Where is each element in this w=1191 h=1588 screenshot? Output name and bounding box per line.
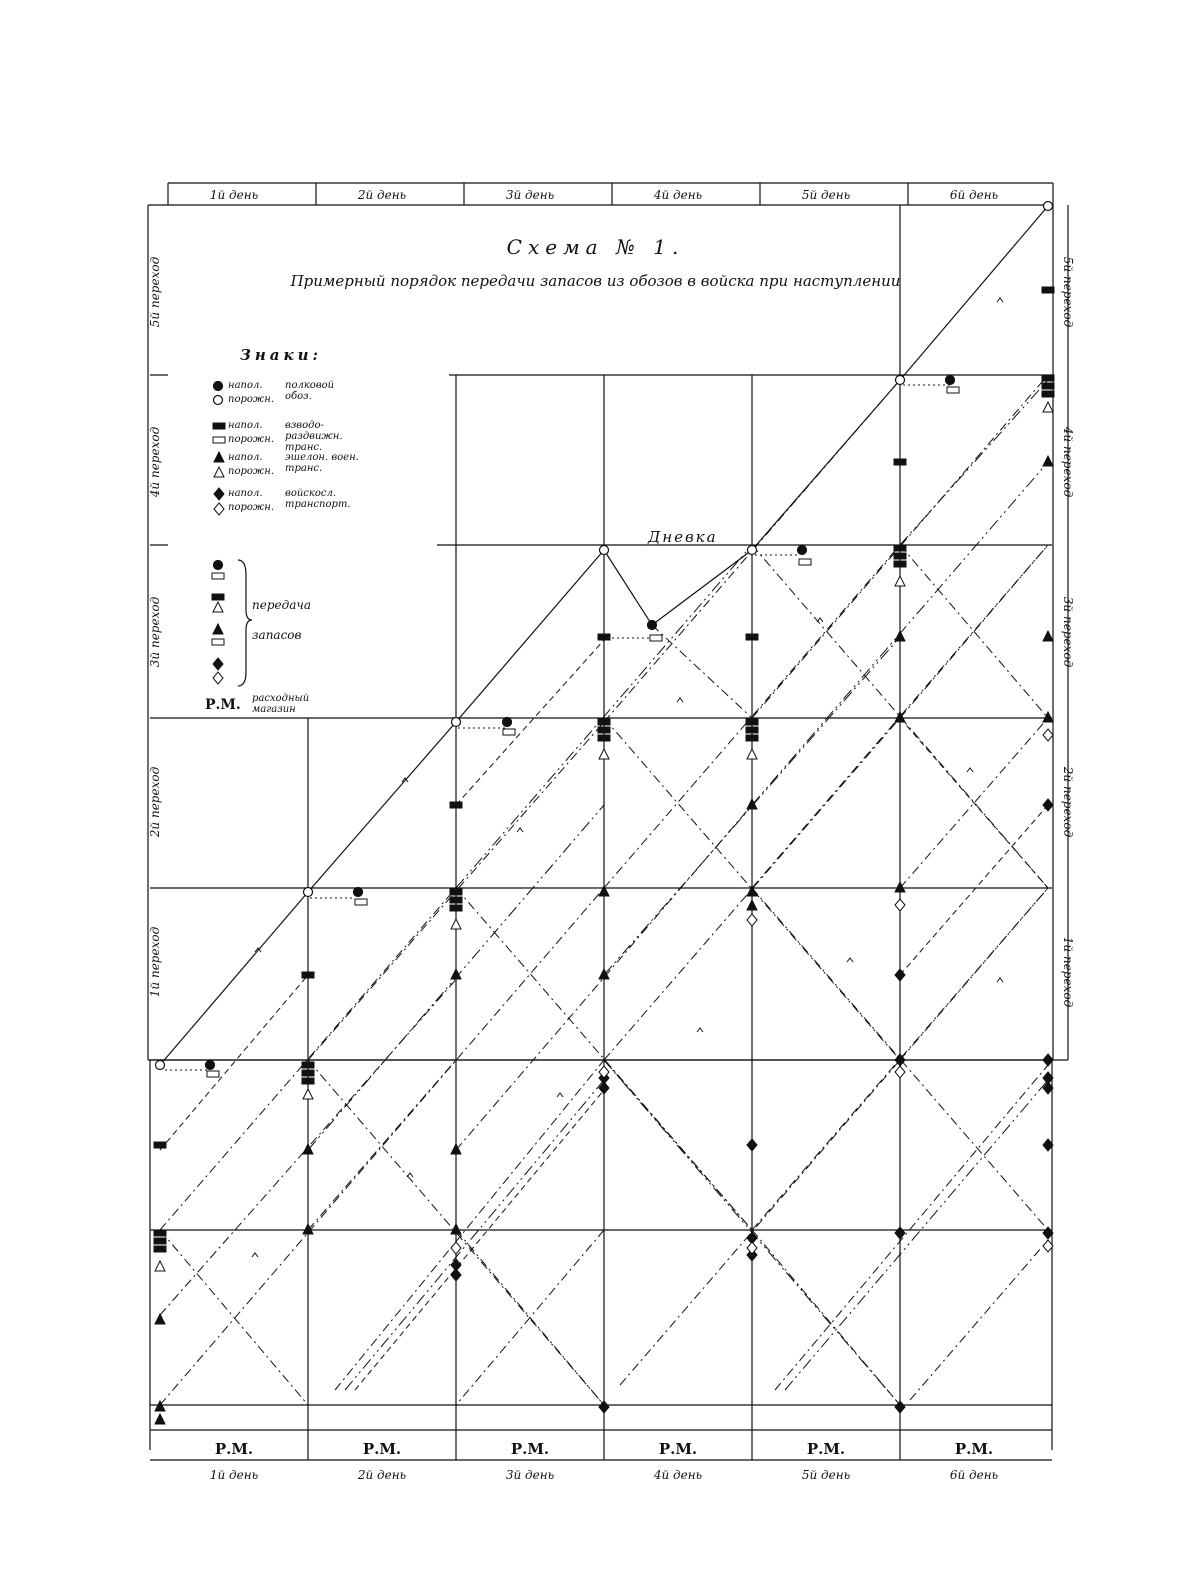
empty-triangle-icon bbox=[895, 576, 905, 586]
day-label-top-3: 3й день bbox=[505, 188, 555, 202]
empty-rect-icon bbox=[207, 1071, 219, 1077]
route-arrow-icon bbox=[997, 978, 1003, 982]
empty-rect-icon bbox=[212, 573, 224, 579]
rising-transport-route bbox=[775, 1065, 1048, 1390]
day-label-top-4: 4й день bbox=[653, 188, 703, 202]
filled-diamond-icon bbox=[214, 488, 224, 500]
grid bbox=[148, 183, 1068, 1460]
legend-desc: взводо-раздвижн. транс. bbox=[285, 420, 343, 453]
filled-rect-icon bbox=[746, 719, 758, 725]
filled-diamond-icon bbox=[895, 1401, 905, 1413]
filled-circle-icon bbox=[946, 376, 955, 385]
crossing-label-right-2: 2й переход bbox=[1061, 766, 1075, 838]
filled-diamond-icon bbox=[747, 1139, 757, 1151]
empty-circle-icon bbox=[214, 396, 223, 405]
crossing-label-right-4: 4й переход bbox=[1061, 426, 1075, 498]
rising-transport-route bbox=[620, 1060, 900, 1385]
filled-rect-icon bbox=[302, 972, 314, 978]
route-arrow-icon bbox=[967, 768, 973, 772]
filled-diamond-icon bbox=[1043, 799, 1053, 811]
empty-diamond-icon bbox=[747, 1242, 757, 1254]
route-arrow-icon bbox=[997, 298, 1003, 302]
rising-transport-route bbox=[910, 1240, 1048, 1400]
filled-rect-icon bbox=[154, 1246, 166, 1252]
legend-filled-label: напол. bbox=[228, 420, 263, 431]
empty-diamond-icon bbox=[895, 899, 905, 911]
filled-rect-icon bbox=[894, 561, 906, 567]
legend-filled-label: напол. bbox=[228, 380, 263, 391]
empty-diamond-icon bbox=[895, 1066, 905, 1078]
filled-diamond-icon bbox=[895, 1227, 905, 1239]
rising-transport-route bbox=[345, 1080, 604, 1390]
legend-desc: войскосл. транспорт. bbox=[285, 488, 351, 510]
filled-rect-icon bbox=[894, 553, 906, 559]
depot-label: Р.М. bbox=[658, 1440, 698, 1458]
day-label-bottom-5: 5й день bbox=[801, 1468, 851, 1482]
filled-triangle-icon bbox=[155, 1314, 165, 1324]
empty-triangle-icon bbox=[155, 1261, 165, 1271]
filled-triangle-icon bbox=[895, 631, 905, 641]
filled-triangle-icon bbox=[155, 1414, 165, 1424]
legend-transfer-label: передача запасов bbox=[252, 598, 311, 642]
filled-circle-icon bbox=[214, 382, 223, 391]
filled-circle-icon bbox=[503, 718, 512, 727]
route-arrow-icon bbox=[252, 1253, 258, 1257]
filled-rect-icon bbox=[213, 423, 225, 429]
diagram-subtitle: Примерный порядок передачи запасов из обозов в войска при наступлении bbox=[290, 272, 901, 290]
empty-triangle-icon bbox=[1043, 402, 1053, 412]
filled-triangle-icon bbox=[213, 624, 223, 634]
filled-rect-icon bbox=[154, 1230, 166, 1236]
empty-diamond-icon bbox=[1043, 729, 1053, 741]
filled-rect-icon bbox=[746, 735, 758, 741]
empty-rect-icon bbox=[947, 387, 959, 393]
route-arrow-icon bbox=[557, 1093, 563, 1097]
legend-empty-label: порожн. bbox=[228, 466, 275, 477]
filled-rect-icon bbox=[154, 1142, 166, 1148]
filled-rect-icon bbox=[746, 634, 758, 640]
filled-circle-icon bbox=[206, 1061, 215, 1070]
filled-rect-icon bbox=[302, 1070, 314, 1076]
legend-depot-symbol: Р.М. bbox=[205, 697, 241, 713]
legend-desc: полковой обоз. bbox=[285, 380, 335, 402]
filled-triangle-icon bbox=[214, 452, 224, 462]
legend-desc: эшелон. воен. транс. bbox=[285, 452, 359, 474]
filled-rect-icon bbox=[450, 897, 462, 903]
empty-rect-icon bbox=[799, 559, 811, 565]
crossing-label-left-1: 1й переход bbox=[148, 926, 162, 998]
filled-triangle-icon bbox=[1043, 712, 1053, 722]
filled-rect-icon bbox=[1042, 383, 1054, 389]
crossing-label-right-3: 3й переход bbox=[1061, 596, 1075, 668]
returning-transport-route bbox=[652, 625, 752, 718]
filled-rect-icon bbox=[598, 634, 610, 640]
filled-rect-icon bbox=[894, 545, 906, 551]
day-label-bottom-3: 3й день bbox=[505, 1468, 555, 1482]
filled-rect-icon bbox=[1042, 391, 1054, 397]
crossing-label-left-5: 5й переход bbox=[148, 256, 162, 328]
filled-triangle-icon bbox=[747, 900, 757, 910]
empty-rect-icon bbox=[650, 635, 662, 641]
empty-triangle-icon bbox=[599, 749, 609, 759]
filled-rect-icon bbox=[450, 802, 462, 808]
empty-circle-icon bbox=[748, 546, 757, 555]
filled-rect-icon bbox=[746, 727, 758, 733]
empty-rect-icon bbox=[355, 899, 367, 905]
filled-rect-icon bbox=[450, 905, 462, 911]
filled-rect-icon bbox=[598, 719, 610, 725]
filled-diamond-icon bbox=[213, 658, 223, 670]
empty-diamond-icon bbox=[213, 672, 223, 684]
day-label-top-5: 5й день bbox=[801, 188, 851, 202]
empty-circle-icon bbox=[304, 888, 313, 897]
route-arrow-icon bbox=[677, 698, 683, 702]
filled-diamond-icon bbox=[599, 1401, 609, 1413]
route-arrow-icon bbox=[847, 958, 853, 962]
filled-circle-icon bbox=[354, 888, 363, 897]
filled-rect-icon bbox=[450, 889, 462, 895]
day-label-top-2: 2й день bbox=[357, 188, 407, 202]
legend-icons bbox=[238, 560, 252, 686]
filled-rect-icon bbox=[154, 1238, 166, 1244]
day-label-top-1: 1й день bbox=[209, 188, 259, 202]
depot-label: Р.М. bbox=[806, 1440, 846, 1458]
empty-rect-icon bbox=[212, 639, 224, 645]
day-label-bottom-6: 6й день bbox=[949, 1468, 999, 1482]
rising-transport-route bbox=[785, 1080, 1048, 1390]
filled-circle-icon bbox=[798, 546, 807, 555]
route-arrow-icon bbox=[407, 1173, 413, 1177]
filled-rect-icon bbox=[302, 1078, 314, 1084]
filled-triangle-icon bbox=[1043, 456, 1053, 466]
empty-circle-icon bbox=[452, 718, 461, 727]
crossing-label-right-5: 5й переход bbox=[1061, 256, 1075, 328]
route-arrow-icon bbox=[817, 618, 823, 622]
rising-transport-route bbox=[900, 380, 1048, 545]
empty-diamond-icon bbox=[747, 914, 757, 926]
filled-circle-icon bbox=[648, 621, 657, 630]
returning-transport-route bbox=[160, 1230, 308, 1405]
rising-transport-route bbox=[900, 805, 1048, 975]
depot-label: Р.М. bbox=[214, 1440, 254, 1458]
legend-title: Знаки: bbox=[240, 346, 323, 364]
crossing-label-right-1: 1й переход bbox=[1061, 936, 1075, 1008]
depot-label: Р.М. bbox=[954, 1440, 994, 1458]
legend-filled-label: напол. bbox=[228, 488, 263, 499]
rising-transport-route bbox=[160, 975, 308, 1150]
route-arrow-icon bbox=[517, 828, 523, 832]
empty-circle-icon bbox=[896, 376, 905, 385]
filled-rect-icon bbox=[212, 594, 224, 600]
empty-triangle-icon bbox=[214, 467, 224, 477]
empty-triangle-icon bbox=[747, 749, 757, 759]
empty-circle-icon bbox=[600, 546, 609, 555]
returning-transport-route bbox=[752, 1230, 900, 1405]
empty-circle-icon bbox=[1044, 202, 1053, 211]
halt-label: Дневка bbox=[648, 528, 718, 546]
filled-rect-icon bbox=[302, 1062, 314, 1068]
empty-rect-icon bbox=[503, 729, 515, 735]
rising-transport-route bbox=[335, 1060, 604, 1390]
day-label-top-6: 6й день bbox=[949, 188, 999, 202]
rising-transport-route bbox=[456, 640, 604, 805]
depot-label: Р.М. bbox=[510, 1440, 550, 1458]
day-label-bottom-1: 1й день bbox=[209, 1468, 259, 1482]
filled-rect-icon bbox=[598, 727, 610, 733]
legend-empty-label: порожн. bbox=[228, 394, 275, 405]
empty-triangle-icon bbox=[213, 602, 223, 612]
rising-transport-route bbox=[160, 888, 604, 1405]
legend-empty-label: порожн. bbox=[228, 502, 275, 513]
legend-depot-desc: расходный магазин bbox=[252, 693, 310, 715]
empty-diamond-icon bbox=[214, 503, 224, 515]
depot-label: Р.М. bbox=[362, 1440, 402, 1458]
crossing-label-left-4: 4й переход bbox=[148, 426, 162, 498]
legend-empty-label: порожн. bbox=[228, 434, 275, 445]
day-label-bottom-4: 4й день bbox=[653, 1468, 703, 1482]
empty-circle-icon bbox=[156, 1061, 165, 1070]
rising-transport-route bbox=[900, 888, 1048, 1060]
route-arrow-icon bbox=[697, 1028, 703, 1032]
filled-circle-icon bbox=[214, 561, 223, 570]
filled-triangle-icon bbox=[1043, 631, 1053, 641]
legend-filled-label: напол. bbox=[228, 452, 263, 463]
filled-rect-icon bbox=[1042, 375, 1054, 381]
filled-rect-icon bbox=[894, 459, 906, 465]
empty-triangle-icon bbox=[451, 919, 461, 929]
crossing-label-left-2: 2й переход bbox=[148, 766, 162, 838]
filled-rect-icon bbox=[598, 735, 610, 741]
filled-diamond-icon bbox=[451, 1269, 461, 1281]
crossing-label-left-3: 3й переход bbox=[148, 596, 162, 668]
diagram-title: Схема № 1. bbox=[506, 235, 685, 259]
empty-rect-icon bbox=[213, 437, 225, 443]
day-label-bottom-2: 2й день bbox=[357, 1468, 407, 1482]
filled-triangle-icon bbox=[155, 1401, 165, 1411]
empty-triangle-icon bbox=[303, 1089, 313, 1099]
legend-bracket bbox=[238, 560, 252, 686]
